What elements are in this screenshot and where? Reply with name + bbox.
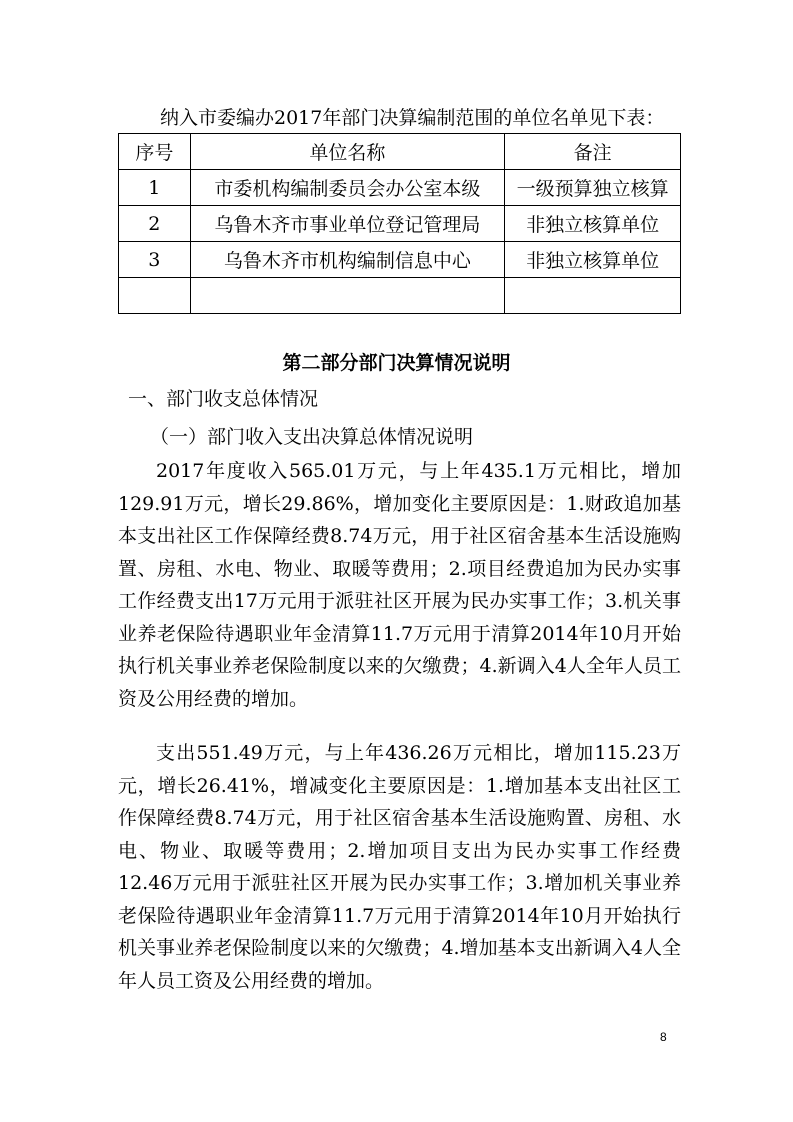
intro-text: 纳入市委编办2017年部门决算编制范围的单位名单见下表：: [160, 107, 665, 129]
cell-unit-name: 市委机构编制委员会办公室本级: [190, 170, 505, 206]
cell-unit-name: 乌鲁木齐市事业单位登记管理局: [190, 206, 505, 242]
table-row-empty: [119, 278, 681, 314]
cell-remark: 一级预算独立核算: [505, 170, 681, 206]
income-paragraph: 2017年度收入565.01万元，与上年435.1万元相比，增加129.91万元，增长29.86%，增加变化主要原因是：1.财政追加基本支出社区工作保障经费8.74万元，用于社区宿舍基本生活设施购置、房租、水电、物业、取暖等费用；2.项目经费追加为民办实事工作经费支出17万元用于派驻社区开展为民办实事工作；3.机关事业养老保险待遇职业年金清算11.7万元用于清算2014年10月开始执行机关事业养老保险制度以来的欠缴费；4.新调入4人全年人员工资及公用经费的增加。: [118, 460, 681, 710]
cell-remark: 非独立核算单位: [505, 242, 681, 278]
subsection-heading: （一）部门收入支出决算总体情况说明: [150, 426, 474, 448]
cell-index: 2: [119, 206, 191, 242]
cell-remark: 非独立核算单位: [505, 206, 681, 242]
cell-unit-name: 乌鲁木齐市机构编制信息中心: [190, 242, 505, 278]
part-title: 第二部分部门决算情况说明: [282, 352, 511, 374]
cell-unit-name: [190, 278, 505, 314]
table-row: [119, 170, 681, 206]
header-index: 序号: [119, 134, 191, 170]
cell-remark: [505, 278, 681, 314]
table-header-row: [119, 134, 681, 170]
header-remark: 备注: [505, 134, 681, 170]
cell-index: 1: [119, 170, 191, 206]
table-row: [119, 206, 681, 242]
header-unit-name: 单位名称: [190, 134, 505, 170]
cell-index: [119, 278, 191, 314]
expenditure-paragraph: 支出551.49万元，与上年436.26万元相比，增加115.23万元，增长26.41%，增减变化主要原因是：1.增加基本支出社区工作保障经费8.74万元，用于社区宿舍基本生活设施购置、房租、水电、物业、取暖等费用；2.增加项目支出为民办实事工作经费12.46万元用于派驻社区开展为民办实事工作；3.增加机关事业养老保险待遇职业年金清算11.7万元用于清算2014年10月开始执行机关事业养老保险制度以来的欠缴费；4.增加基本支出新调入4人全年人员工资及公用经费的增加。: [118, 742, 681, 992]
unit-list-table: [118, 133, 681, 314]
section-heading: 一、部门收支总体情况: [128, 388, 319, 410]
table-row: [119, 242, 681, 278]
page-number: 8: [660, 1030, 667, 1044]
cell-index: 3: [119, 242, 191, 278]
